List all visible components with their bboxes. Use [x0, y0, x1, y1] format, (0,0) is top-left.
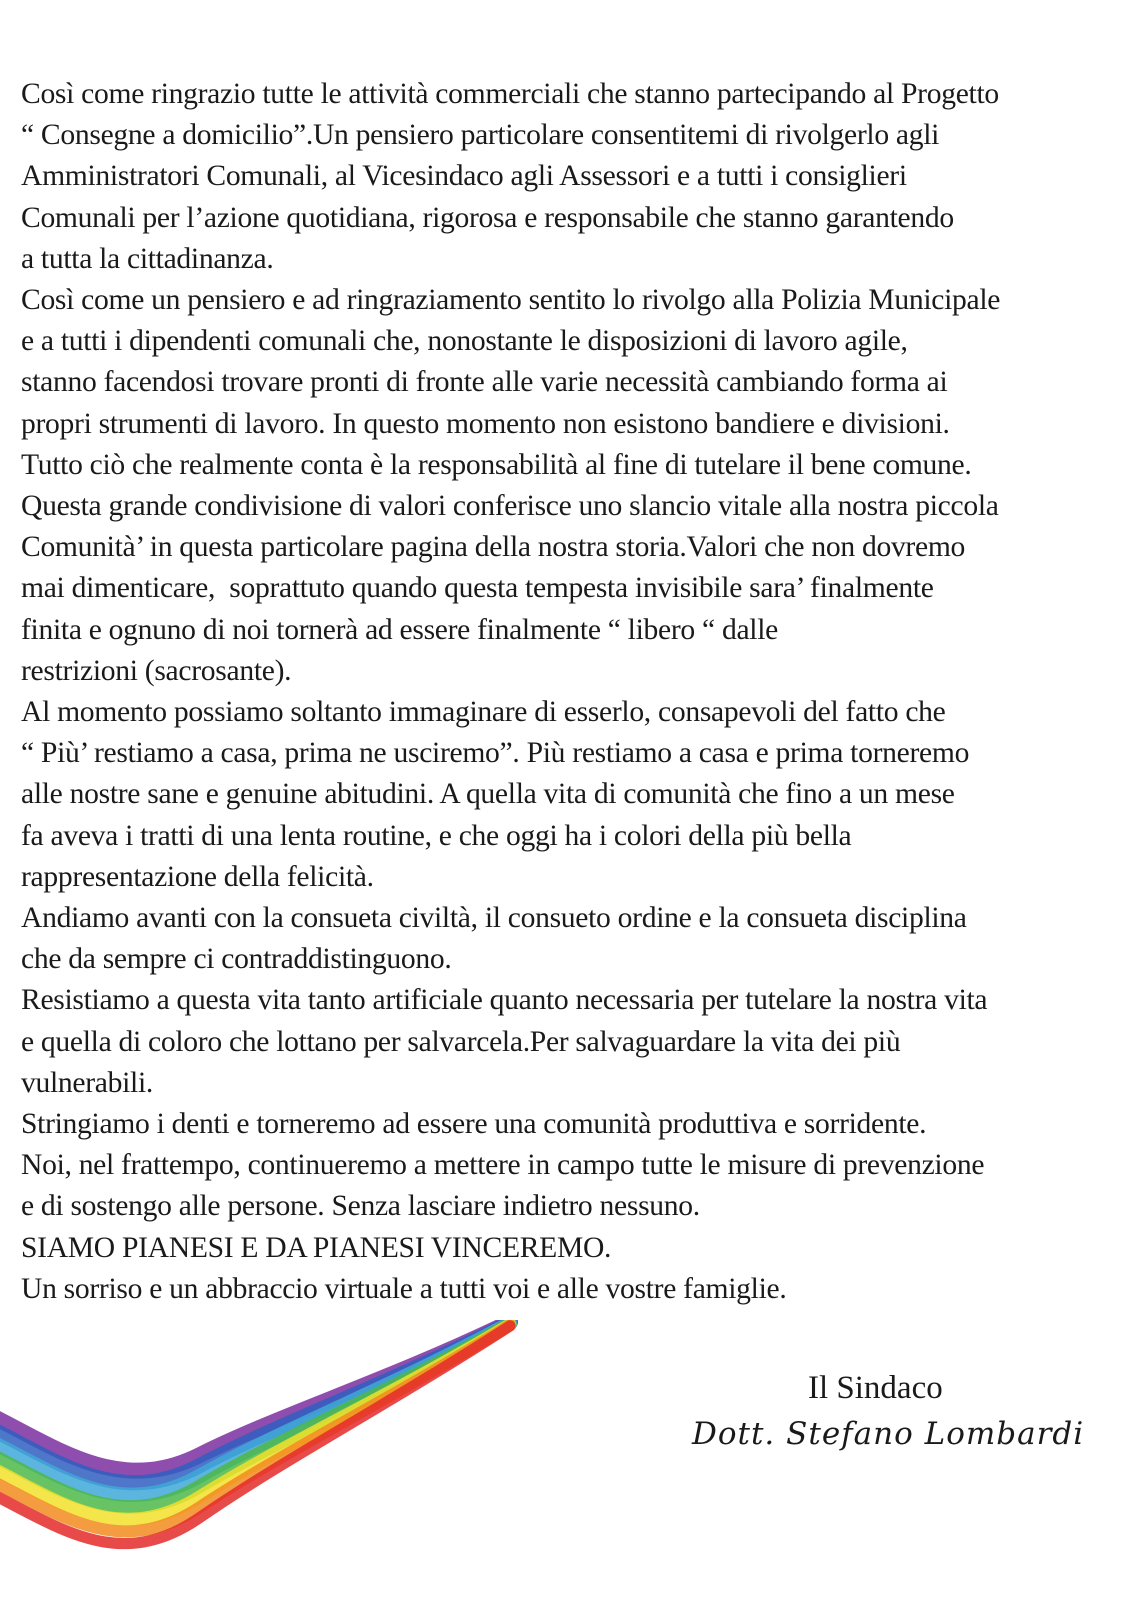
signature-title: Il Sindaco — [808, 1370, 943, 1406]
signature-name: Dott. Stefano Lombardi — [692, 1416, 1085, 1452]
letter-line: finita e ognuno di noi tornerà ad essere finalmente “ libero “ dalle — [21, 613, 778, 646]
letter-line: Comunali per l’azione quotidiana, rigorosa e responsabile che stanno garantendo — [21, 201, 954, 234]
letter-line: fa aveva i tratti di una lenta routine, e che oggi ha i colori della più bella — [21, 819, 852, 852]
letter-line: alle nostre sane e genuine abitudini. A quella vita di comunità che fino a un mese — [21, 778, 955, 811]
letter-line: a tutta la cittadinanza. — [21, 242, 274, 275]
letter-line: Noi, nel frattempo, continueremo a mettere in campo tutte le misure di prevenzione — [21, 1149, 985, 1182]
letter-line: Comunità’ in questa particolare pagina della nostra storia.Valori che non dovremo — [21, 531, 966, 564]
letter-line: stanno facendosi trovare pronti di fronte alle varie necessità cambiando forma ai — [21, 366, 948, 399]
letter-line: SIAMO PIANESI E DA PIANESI VINCEREMO. — [21, 1231, 612, 1264]
rainbow-brushstroke — [0, 1320, 560, 1600]
letter-line: che da sempre ci contraddistinguono. — [21, 943, 452, 976]
letter-line: Tutto ciò che realmente conta è la responsabilità al fine di tutelare il bene comune. — [21, 448, 972, 481]
letter-line: mai dimenticare, soprattuto quando questa tempesta invisibile sara’ finalmente — [21, 572, 934, 605]
letter-line: rappresentazione della felicità. — [21, 860, 374, 893]
letter-line: e di sostengo alle persone. Senza lasciare indietro nessuno. — [21, 1190, 700, 1223]
letter-line: vulnerabili. — [21, 1066, 153, 1099]
letter-line: e a tutti i dipendenti comunali che, nonostante le disposizioni di lavoro agile, — [21, 325, 908, 358]
letter-body — [21, 74, 1121, 1310]
letter-line: Questa grande condivisione di valori conferisce uno slancio vitale alla nostra piccola — [21, 490, 999, 523]
letter-line: Un sorriso e un abbraccio virtuale a tutti voi e alle vostre famiglie. — [21, 1272, 787, 1305]
letter-line: Amministratori Comunali, al Vicesindaco agli Assessori e a tutti i consiglieri — [21, 160, 907, 193]
letter-line: restrizioni (sacrosante). — [21, 654, 292, 687]
letter-line: Al momento possiamo soltanto immaginare di esserlo, consapevoli del fatto che — [21, 696, 946, 729]
letter-line: propri strumenti di lavoro. In questo momento non esistono bandiere e divisioni. — [21, 407, 950, 440]
letter-line: e quella di coloro che lottano per salvarcela.Per salvaguardare la vita dei più — [21, 1025, 901, 1058]
letter-line: Così come ringrazio tutte le attività commerciali che stanno partecipando al Progetto — [21, 78, 999, 110]
letter-line: Andiamo avanti con la consueta civiltà, il consueto ordine e la consueta disciplina — [21, 902, 967, 935]
letter-line: Resistiamo a questa vita tanto artificiale quanto necessaria per tutelare la nostra vita — [21, 984, 988, 1017]
letter-line: Così come un pensiero e ad ringraziamento sentito lo rivolgo alla Polizia Municipale — [21, 284, 1001, 317]
letter-line: Stringiamo i denti e torneremo ad essere una comunità produttiva e sorridente. — [21, 1108, 927, 1141]
letter-line: “ Più’ restiamo a casa, prima ne usciremo”. Più restiamo a casa e prima torneremo — [21, 737, 970, 770]
letter-line: “ Consegne a domicilio”.Un pensiero particolare consentitemi di rivolgerlo agli — [21, 119, 940, 152]
